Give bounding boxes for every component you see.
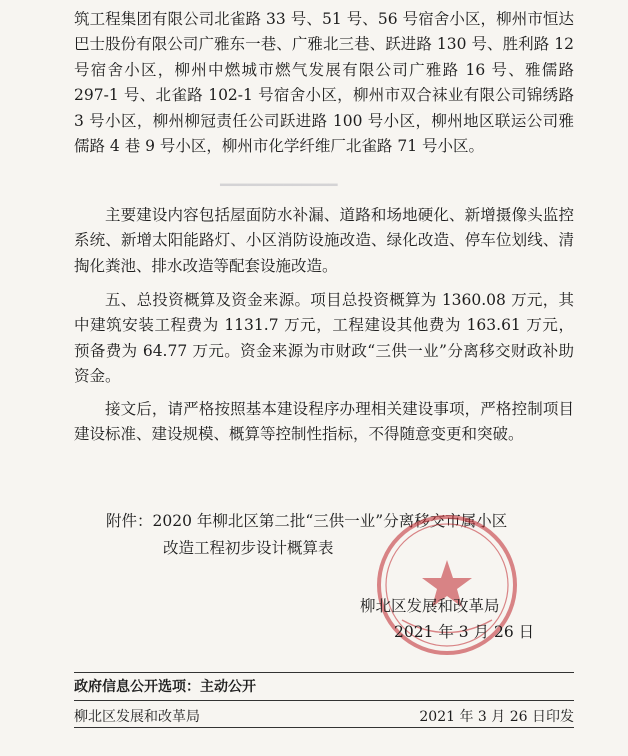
footer-issue-line — [74, 706, 574, 726]
divider-middle — [74, 700, 574, 701]
bleed-through-mark: ━━━━━━━━━━━━━ — [220, 176, 338, 194]
divider-bottom — [74, 727, 574, 728]
signature-date: 2021 年 3 月 26 日 — [394, 623, 535, 641]
paragraph-investment: 五、总投资概算及资金来源。项目总投资概算为 1360.08 万元，其中建筑安装工程费为 1131.7 万元，工程建设其他费为 163.61 万元，预备费为 64.77 万元。资金来源为市财政“三供一业”分离移交财政补助资金。 — [74, 291, 574, 386]
paragraph-instructions: 接文后，请严格按照基本建设程序办理相关建设事项，严格控制项目建设标准、建设规模、概算等控制性指标，不得随意变更和突破。 — [74, 400, 574, 444]
attachment-line-2: 改造工程初步设计概算表 — [163, 539, 334, 557]
footer-print-date: 2021 年 3 月 26 日印发 — [419, 709, 574, 725]
paragraph-locations: 筑工程集团有限公司北雀路 33 号、51 号、56 号宿舍小区，柳州市恒达巴士股份有限公司广雅东一巷、广雅北三巷、跃进路 130 号、胜利路 12 号宿舍小区，柳州中燃城市燃气发展有限公司广雅路 16 号、雅儒路 297-1 号、北雀路 102-1 号宿舍小区，柳州市双合袜业有限公司锦绣路 3 号小区，柳州柳冠责任公司跃进路 100 号小区，柳州地区联运公司雅儒路 4 巷 9 号小区，柳州市化学纤维厂北雀路 71 号小区。 — [74, 10, 574, 156]
footer-issuer: 柳北区发展和改革局 — [74, 709, 200, 725]
divider-top — [74, 672, 574, 673]
attachment-line-1: 附件：2020 年柳北区第二批“三供一业”分离移交市属小区 — [106, 512, 508, 530]
signature-org: 柳北区发展和改革局 — [360, 597, 500, 615]
paragraph-construction-content: 主要建设内容包括屋面防水补漏、道路和场地硬化、新增摄像头监控系统、新增太阳能路灯、小区消防设施改造、绿化改造、停车位划线、清掏化粪池、排水改造等配套设施改造。 — [74, 206, 574, 275]
signature-block — [360, 593, 534, 645]
disclosure-option: 政府信息公开选项：主动公开 — [74, 679, 256, 695]
